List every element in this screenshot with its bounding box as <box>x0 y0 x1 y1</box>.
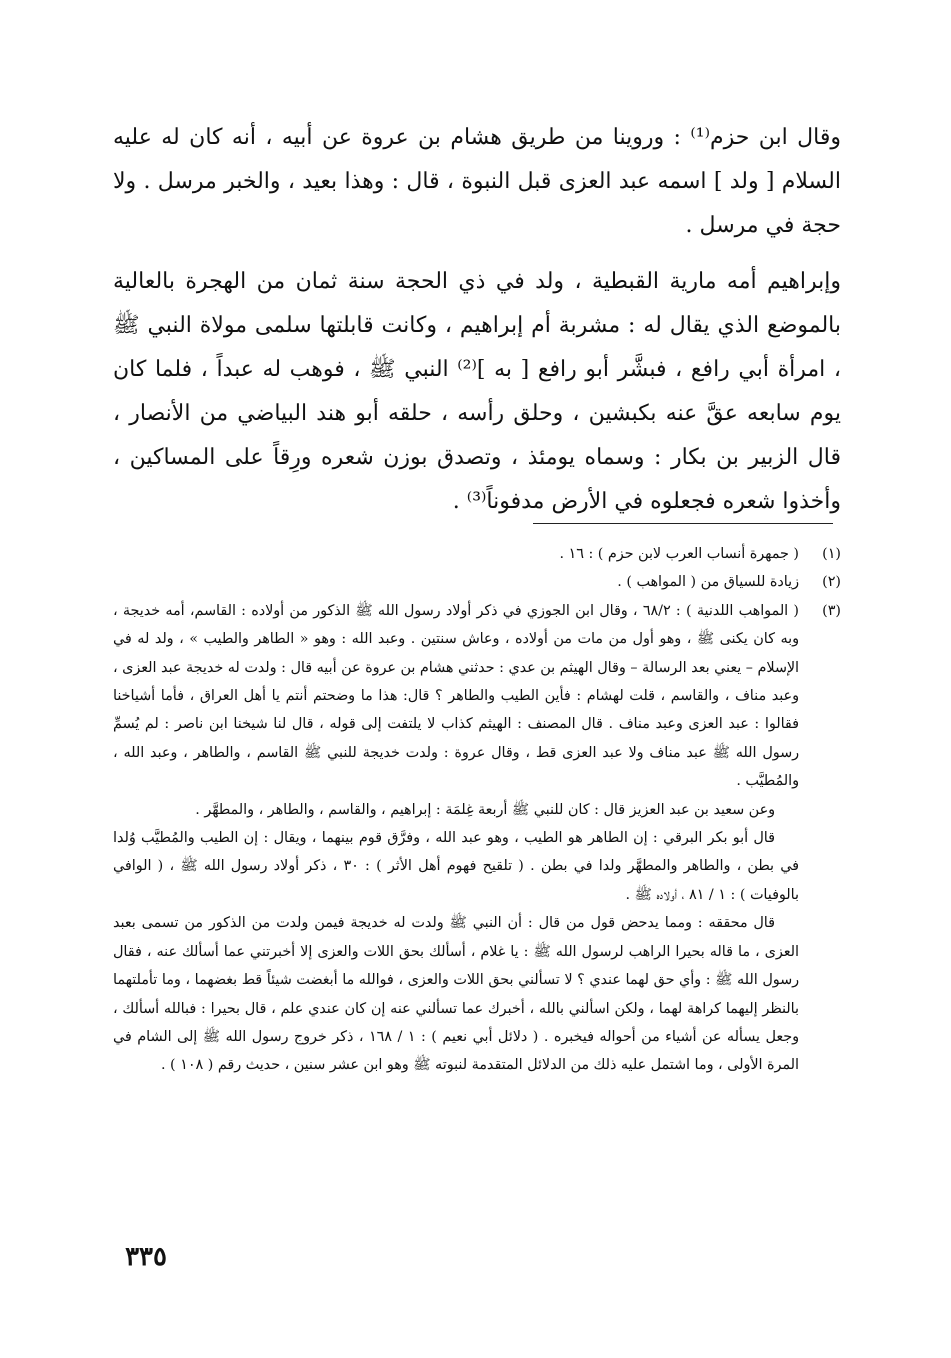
footnote-text: زيادة للسياق من ( المواهب ) . <box>617 574 799 591</box>
paragraph-gap <box>113 248 841 260</box>
footnote-3 <box>113 597 841 1080</box>
footnote-paragraph: وعن سعيد بن عبد العزيز قال : كان للنبي ﷺ أربعة غِلمَة : إبراهيم ، والقاسم ، والطاهر ، والمطهَّر . <box>195 801 775 818</box>
footnote-text: ( جمهرة أنساب العرب لابن حزم ) : ١٦ . <box>559 546 799 562</box>
footnote-paragraph: قال محققه : ومما يدحض قول من قال : أن النبي ﷺ ولدت له خديجة فيمن ولدت من الذكور من تسمى بعبد العزى ، ما قاله بحيرا الراهب لرسول الله ﷺ : يا غلام ، أسألك بحق اللات والعزى إلا أخبرتني عما أسألك عنه ، فقال رسول الله ﷺ : وأي حق لهما عندي ؟ لا تسألني بحق اللات والعزى ، فوالله ما أبغضت شيئاً قط بغضهما ، وما تأملتهما بالنظر إليهما كراهة لهما ، ولكن اسألني بالله ، أخبرك عما تسألني عنه إن كان عندي علم ، قال بحيرا : فبالله أسألك ، وجعل يسأله عن أشياء من أحواله فيخبره . ( دلائل أبي نعيم ) : ١ / ١٦٨ ، ذكر خروج رسول الله ﷺ إلى الشام في المرة الأولى ، وما اشتمل عليه ذلك من الدلائل المتقدمة لنبوته ﷺ وهو ابن عشر سنين ، حديث رقم ( ١٠٨ ) . <box>113 915 799 1074</box>
footnote-paragraph: قال أبو بكر البرقي : إن الطاهر هو الطيب ، وهو عبد الله ، وفرَّق قوم بينهما ، ويقال : إن الطيب والمُطيَّب وُلدا في بطن ، والطاهر والمطهَّر ولدا في بطن . ( تلقيح فهوم أهل الأثر ) : ٣٠ ، ذكر أولاد رسول الله ﷺ ، ( الوافي بالوفيات ) : ١ / ٨١ ، أولاده ﷺ . <box>113 830 799 903</box>
footnote-1 <box>113 540 841 568</box>
footnote-paragraph: ( المواهب اللدنية ) : ٦٨/٢ ، وقال ابن الجوزي في ذكر أولاد رسول الله ﷺ الذكور من أولاده : القاسم، أمه خديجة ، وبه كان يكنى ﷺ ، وهو أول من مات من أولاده ، وعاش سنتين . وعبد الله : وهو « الطاهر والطيب » ، ولد له في الإسلام – يعني بعد الرسالة – وقال الهيثم بن عدي : حدثني هشام بن عروة عن أبيه قال : ولدت له خديجة عبد العزى ، وعبد مناف ، والقاسم ، قلت لهشام : فأين الطيب والطاهر ؟ قال: هذا ما وضحتم أنتم يا أهل العراق ، فأما أشياخنا فقالوا : عبد العزى وعبد مناف . قال المصنف : الهيثم كذاب لا يلتفت إلى قوله ، قال لنا شيخنا ابن ناصر : لم يُسمِّ رسول الله ﷺ عبد مناف ولا عبد العزى قط ، وقال عروة : ولدت خديجة للنبي ﷺ القاسم ، والطاهر ، وعبد الله ، والمُطيَّب . <box>113 602 799 790</box>
footnote-separator <box>533 523 833 524</box>
page-number: ٣٣٥ <box>125 1242 167 1272</box>
main-text <box>113 116 841 524</box>
footnote-2 <box>113 568 841 596</box>
main-paragraph-2: وإبراهيم أمه مارية القبطية ، ولد في ذي الحجة سنة ثمان من الهجرة بالعالية بالموضع الذي يقال له : مشربة أم إبراهيم ، وكانت قابلتها سلمى مولاة النبي ﷺ ، امرأة أبي رافع ، فبشَّر أبو رافع [ به ]⁽²⁾ النبي ﷺ ، فوهب له عبداً ، فلما كان يوم سابعه عقَّ عنه بكبشين ، وحلق رأسه ، حلقه أبو هند البياضي من الأنصار ، قال الزبير بن بكار : وسماه يومئذ ، وتصدق بوزن شعره ورِقاً على المساكين ، وأخذوا شعره فجعلوه في الأرض مدفوناً⁽³⁾ . <box>113 269 841 514</box>
footnote-number: (٢) <box>822 574 841 591</box>
footnotes <box>113 540 841 1080</box>
footnote-number: (١) <box>822 546 841 562</box>
main-paragraph-1: وقال ابن حزم⁽¹⁾ : وروينا من طريق هشام بن عروة عن أبيه ، أنه كان له عليه السلام [ ولد ] اسمه عبد العزى قبل النبوة ، قال : وهذا بعيد ، والخبر مرسل . ولا حجة في مرسل . <box>113 125 841 238</box>
footnote-number: (٣) <box>822 602 841 619</box>
